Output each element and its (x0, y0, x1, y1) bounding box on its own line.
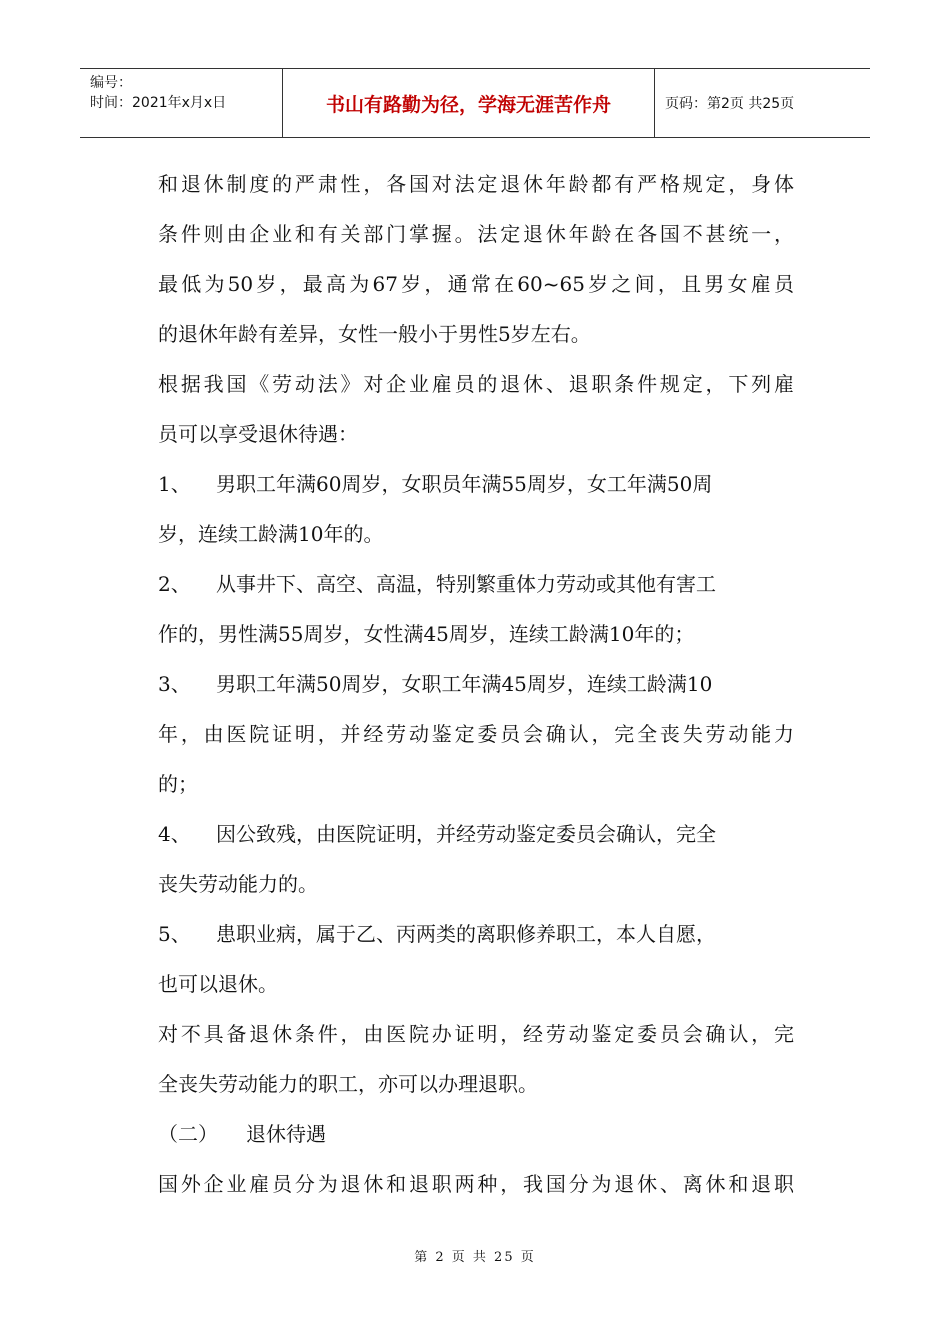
document-body (158, 163, 794, 1213)
header-page-info: 页码：第2页 共25页 (665, 96, 795, 112)
list-item-3 (158, 663, 794, 713)
list-item-4 (158, 813, 794, 863)
list-text: 男职工年满60周岁，女职员年满55周岁，女工年满50周 (216, 472, 713, 496)
list-number: 2、 (158, 572, 191, 596)
body-line: 年，由医院证明，并经劳动鉴定委员会确认，完全丧失劳动能力 (158, 722, 794, 746)
body-line: 岁，连续工龄满10年的。 (158, 522, 384, 546)
list-number: 3、 (158, 672, 191, 696)
list-text: 患职业病，属于乙、丙两类的离职修养职工，本人自愿， (216, 922, 716, 946)
body-line: 的退休年龄有差异，女性一般小于男性5岁左右。 (158, 322, 591, 346)
page-footer: 第 2 页 共 25 页 (414, 1250, 536, 1265)
body-line: 根据我国《劳动法》对企业雇员的退休、退职条件规定，下列雇 (158, 372, 794, 396)
body-line: 最低为50岁，最高为67岁，通常在60~65岁之间，且男女雇员 (158, 272, 794, 296)
header-motto: 书山有路勤为径，学海无涯苦作舟 (283, 69, 655, 137)
header-meta (80, 69, 283, 137)
list-item-1 (158, 463, 794, 513)
body-line: 全丧失劳动能力的职工，亦可以办理退职。 (158, 1072, 538, 1096)
section-number: （二） (158, 1122, 218, 1146)
body-line: 条件则由企业和有关部门掌握。法定退休年龄在各国不甚统一， (158, 222, 794, 246)
body-line: 对不具备退休条件，由医院办证明，经劳动鉴定委员会确认，完 (158, 1022, 794, 1046)
body-line: 丧失劳动能力的。 (158, 872, 318, 896)
time-label: 时间：2021年x月x日 (90, 95, 227, 111)
list-text: 男职工年满50周岁，女职工年满45周岁，连续工龄满10 (216, 672, 713, 696)
page-header (80, 68, 870, 138)
body-line: 和退休制度的严肃性，各国对法定退休年龄都有严格规定，身体 (158, 172, 794, 196)
body-line: 的； (158, 772, 198, 796)
body-line: 也可以退休。 (158, 972, 278, 996)
list-text: 从事井下、高空、高温，特别繁重体力劳动或其他有害工 (216, 572, 716, 596)
body-line: 作的，男性满55周岁，女性满45周岁，连续工龄满10年的； (158, 622, 695, 646)
body-line: 员可以享受退休待遇： (158, 422, 358, 446)
list-number: 5、 (158, 922, 191, 946)
list-text: 因公致残，由医院证明，并经劳动鉴定委员会确认，完全 (216, 822, 716, 846)
list-number: 4、 (158, 822, 191, 846)
list-item-2 (158, 563, 794, 613)
list-number: 1、 (158, 472, 191, 496)
number-label: 编号： (90, 75, 132, 91)
list-item-5 (158, 913, 794, 963)
section-heading (158, 1113, 794, 1163)
body-line: 国外企业雇员分为退休和退职两种，我国分为退休、离休和退职 (158, 1172, 794, 1196)
section-title: 退休待遇 (246, 1122, 326, 1146)
